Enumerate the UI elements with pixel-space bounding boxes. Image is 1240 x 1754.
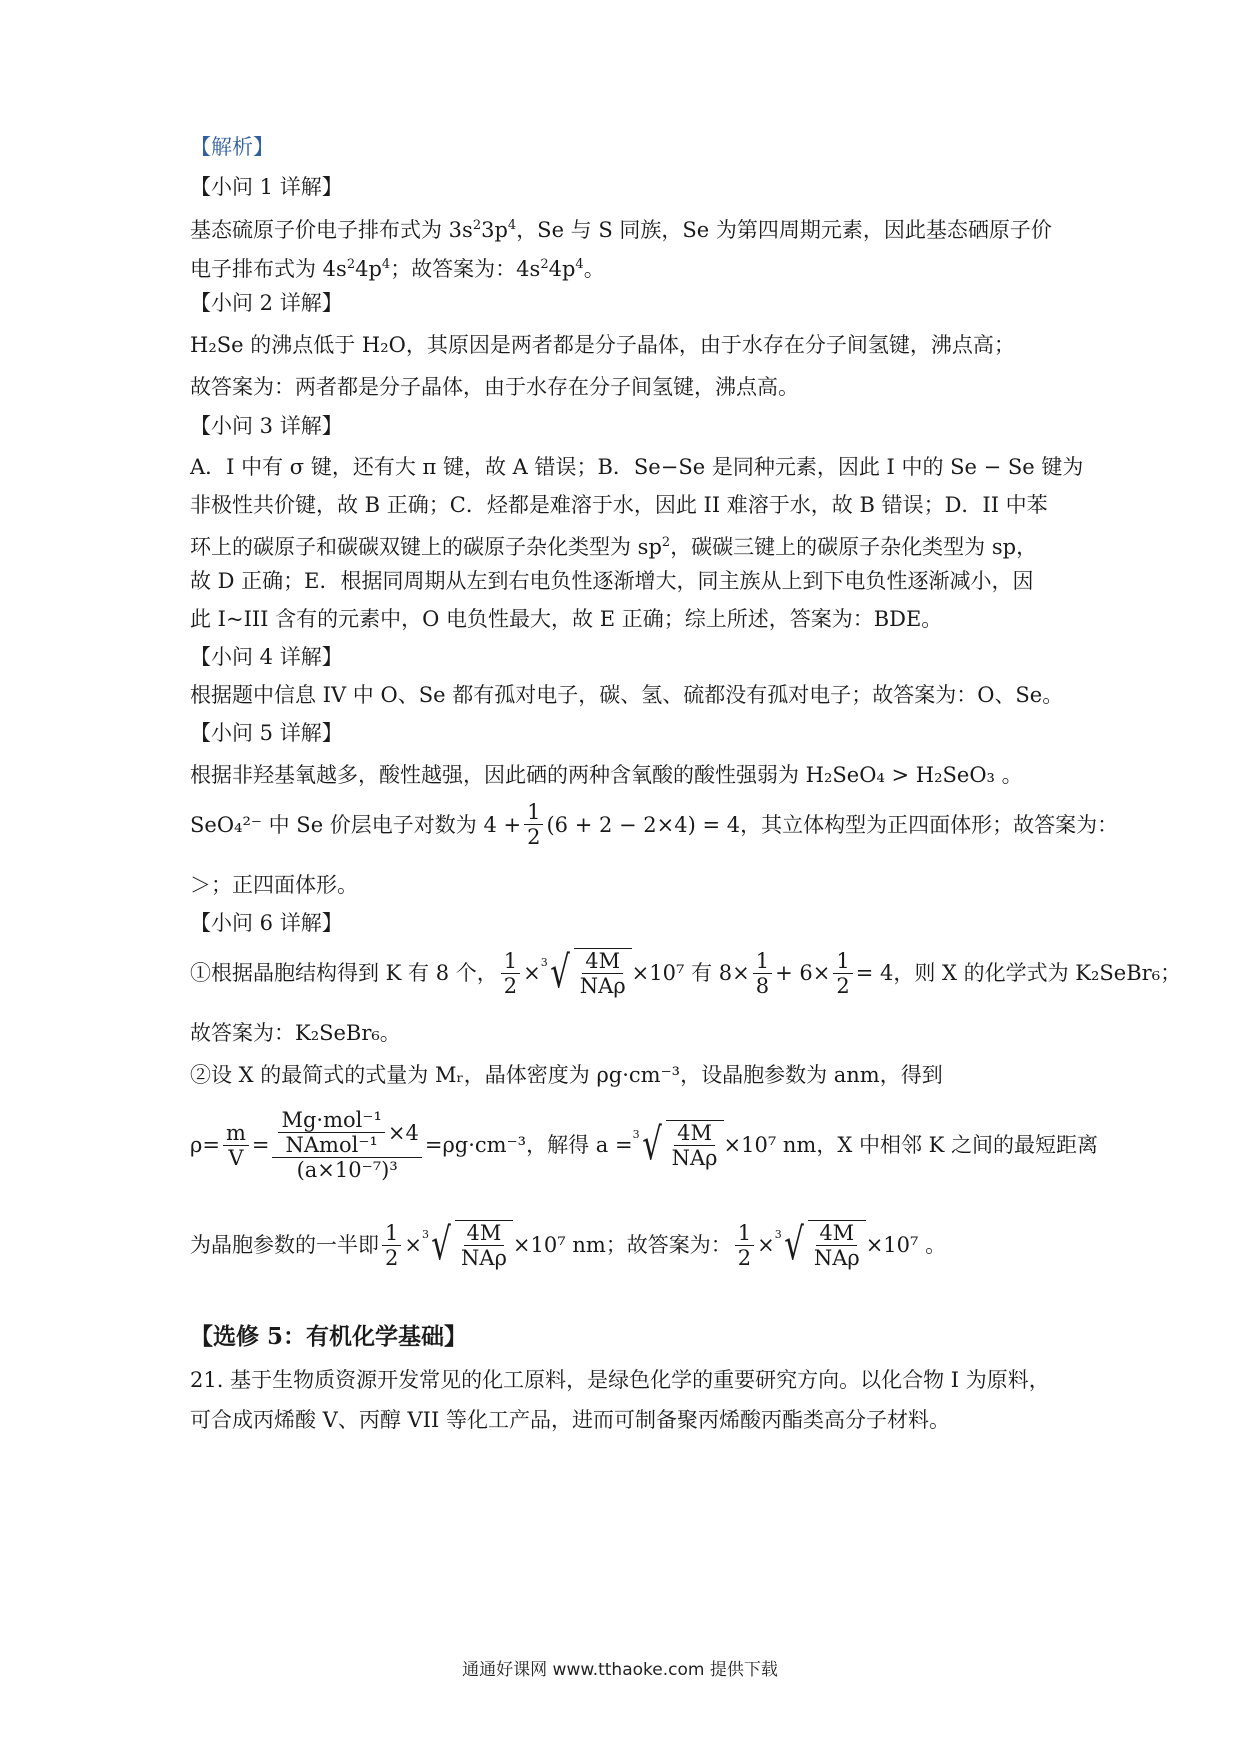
fraction xyxy=(524,800,543,849)
denominator: 2 xyxy=(527,825,541,849)
q21-line-2: 可合成丙烯酸 V、丙醇 VII 等化工产品，进而可制备聚丙烯酸丙酯类高分子材料。 xyxy=(190,1408,950,1432)
q6-line-3: ②设 X 的最简式的式量为 Mᵣ，晶体密度为 ρg·cm⁻³，设晶胞参数为 anm，得到 xyxy=(190,1063,943,1087)
page-footer: 通通好课网 www.tthaoke.com 提供下载 xyxy=(462,1660,778,1680)
text: =ρg·cm⁻³，解得 a = xyxy=(424,1133,633,1157)
times: × xyxy=(523,961,541,985)
q3-line-1: A．I 中有 σ 键，还有大 π 键，故 A 错误；B．Se−Se 是同种元素，因此 I 中的 Se − Se 键为 xyxy=(190,455,1084,479)
q3-line-5: 此 I~III 含有的元素中，O 电负性最大，故 E 正确；综上所述，答案为：BDE。 xyxy=(190,607,943,631)
fraction xyxy=(382,1221,401,1270)
numerator: 1 xyxy=(501,949,520,974)
q6-title: 【小问 6 详解】 xyxy=(190,911,343,935)
cube-root xyxy=(422,1220,513,1270)
sup: 2 xyxy=(346,257,356,272)
numerator: 4M xyxy=(674,1121,715,1146)
fraction xyxy=(458,1221,510,1270)
denominator: 8 xyxy=(755,973,770,998)
section-5-title: 【选修 5：有机化学基础】 xyxy=(190,1323,468,1350)
q6-line-1 xyxy=(190,948,1181,998)
numerator: 4M xyxy=(464,1221,505,1246)
q5-line-3: ＞；正四面体形。 xyxy=(190,873,358,897)
denominator: NAρ xyxy=(461,1246,507,1270)
denominator: 2 xyxy=(836,973,850,998)
fraction xyxy=(223,1121,249,1170)
text: ；故答案为：4s xyxy=(390,257,541,281)
numerator: 1 xyxy=(833,949,852,974)
denominator: (a×10⁻⁷)³ xyxy=(296,1158,398,1182)
radicand xyxy=(808,1220,866,1270)
fraction xyxy=(811,1221,863,1270)
fraction xyxy=(501,949,520,998)
numerator: 1 xyxy=(524,800,543,825)
denominator: 2 xyxy=(503,973,518,998)
numerator: 1 xyxy=(382,1221,401,1246)
denominator: 2 xyxy=(737,1245,752,1270)
numerator: 4M xyxy=(816,1221,857,1246)
denominator: V xyxy=(228,1145,244,1170)
cube-root xyxy=(775,1220,866,1270)
sup: 2 xyxy=(472,218,482,233)
text: ×10⁷ nm，X 中相邻 K 之间的最短距离 xyxy=(723,1133,1099,1157)
q3-title: 【小问 3 详解】 xyxy=(190,414,343,438)
root-index: 3 xyxy=(774,1228,782,1241)
cube-root xyxy=(633,1120,724,1170)
text: ×10⁷ nm；故答案为： xyxy=(512,1233,732,1257)
density-fraction xyxy=(272,1108,421,1182)
text: ×10⁷ 有 8× xyxy=(631,961,750,985)
q6-line-2: 故答案为：K₂SeBr₆。 xyxy=(190,1021,401,1045)
text: 4p xyxy=(548,257,576,281)
q6-line-5 xyxy=(190,1220,946,1270)
denominator: NAmol⁻¹ xyxy=(285,1133,378,1157)
numerator: m xyxy=(223,1121,249,1146)
numerator: 1 xyxy=(753,949,772,974)
q5-title: 【小问 5 详解】 xyxy=(190,721,343,745)
radical-sign: √ xyxy=(431,1219,451,1270)
text: SeO₄²⁻ 中 Se 价层电子对数为 4 + xyxy=(190,812,522,837)
radical-sign: √ xyxy=(783,1219,804,1270)
radicand xyxy=(666,1120,724,1170)
fraction xyxy=(577,949,629,998)
fraction xyxy=(278,1108,384,1157)
q2-title: 【小问 2 详解】 xyxy=(190,291,343,315)
fraction xyxy=(753,949,772,998)
denominator: NAρ xyxy=(813,1246,860,1270)
sup: 2 xyxy=(540,257,549,272)
text: 环上的碳原子和碳碳双键上的碳原子杂化类型为 sp xyxy=(190,535,662,559)
root-index: 3 xyxy=(632,1128,640,1141)
text: 基态硫原子价电子排布式为 3s xyxy=(190,218,473,242)
q3-line-3 xyxy=(190,528,1037,562)
sup: 4 xyxy=(381,257,391,272)
sup: 4 xyxy=(575,257,584,272)
numerator: 4M xyxy=(582,949,623,974)
cube-root xyxy=(541,948,632,998)
text: 4p xyxy=(355,257,382,281)
q1-line-2 xyxy=(190,250,605,284)
times: × xyxy=(757,1233,775,1257)
q6-line-4 xyxy=(190,1108,1098,1182)
text: 。 xyxy=(583,257,605,281)
radical-sign: √ xyxy=(641,1119,662,1170)
sup: 2 xyxy=(661,535,671,550)
text: 为晶胞参数的一半即 xyxy=(190,1233,379,1257)
fraction xyxy=(735,1221,754,1270)
fraction xyxy=(669,1121,721,1170)
text: ×10⁷ 。 xyxy=(865,1233,947,1257)
q5-line-1: 根据非羟基氧越多，酸性越强，因此硒的两种含氧酸的酸性强弱为 H₂SeO₄ > H₂SeO₃ 。 xyxy=(190,763,1023,787)
q1-title: 【小问 1 详解】 xyxy=(190,175,343,199)
denominator: NAρ xyxy=(579,974,626,998)
text: ①根据晶胞结构得到 K 有 8 个， xyxy=(190,961,498,985)
text: ×4 xyxy=(387,1120,419,1145)
text: = xyxy=(251,1133,270,1157)
q21-line-1: 21. 基于生物质资源开发常见的化工原料，是绿色化学的重要研究方向。以化合物 I 为原料， xyxy=(190,1368,1050,1392)
radicand xyxy=(574,948,632,998)
text: ρ= xyxy=(190,1133,220,1157)
text: = 4，则 X 的化学式为 K₂SeBr₆； xyxy=(855,961,1182,985)
root-index: 3 xyxy=(540,956,548,969)
analysis-heading: 【解析】 xyxy=(190,135,274,159)
fraction xyxy=(833,949,852,998)
denominator: NAρ xyxy=(671,1146,718,1170)
numerator: Mg·mol⁻¹ xyxy=(278,1108,384,1133)
text: ，碳碳三键上的碳原子杂化类型为 sp， xyxy=(670,535,1038,559)
text: + 6× xyxy=(775,961,831,985)
text: (6 + 2 − 2×4) = 4，其立体构型为正四面体形；故答案为： xyxy=(546,812,1119,837)
q4-title: 【小问 4 详解】 xyxy=(190,645,343,669)
sup: 4 xyxy=(507,218,517,233)
numerator xyxy=(272,1108,421,1158)
radical-sign: √ xyxy=(549,947,570,998)
times: × xyxy=(404,1233,422,1257)
text: 电子排布式为 4s xyxy=(190,257,347,281)
q3-line-4: 故 D 正确；E．根据同周期从左到右电负性逐渐增大，同主族从上到下电负性逐渐减小，因 xyxy=(190,569,1034,593)
q2-line-1: H₂Se 的沸点低于 H₂O，其原因是两者都是分子晶体，由于水存在分子间氢键，沸点高； xyxy=(190,333,1015,357)
q5-line-2 xyxy=(190,800,1118,849)
radicand xyxy=(455,1220,513,1270)
q2-line-2: 故答案为：两者都是分子晶体，由于水存在分子间氢键，沸点高。 xyxy=(190,375,799,399)
q4-line-1: 根据题中信息 IV 中 O、Se 都有孤对电子，碳、氢、硫都没有孤对电子；故答案为：O、Se。 xyxy=(190,683,1064,707)
q1-line-1 xyxy=(190,211,1052,245)
root-index: 3 xyxy=(421,1228,429,1241)
text: 3p xyxy=(481,218,508,242)
text: ，Se 与 S 同族，Se 为第四周期元素，因此基态硒原子价 xyxy=(516,218,1052,242)
numerator: 1 xyxy=(735,1221,754,1246)
denominator: 2 xyxy=(385,1245,399,1270)
q3-line-2: 非极性共价键，故 B 正确；C．烃都是难溶于水，因此 II 难溶于水，故 B 错误；D．II 中苯 xyxy=(190,493,1048,517)
